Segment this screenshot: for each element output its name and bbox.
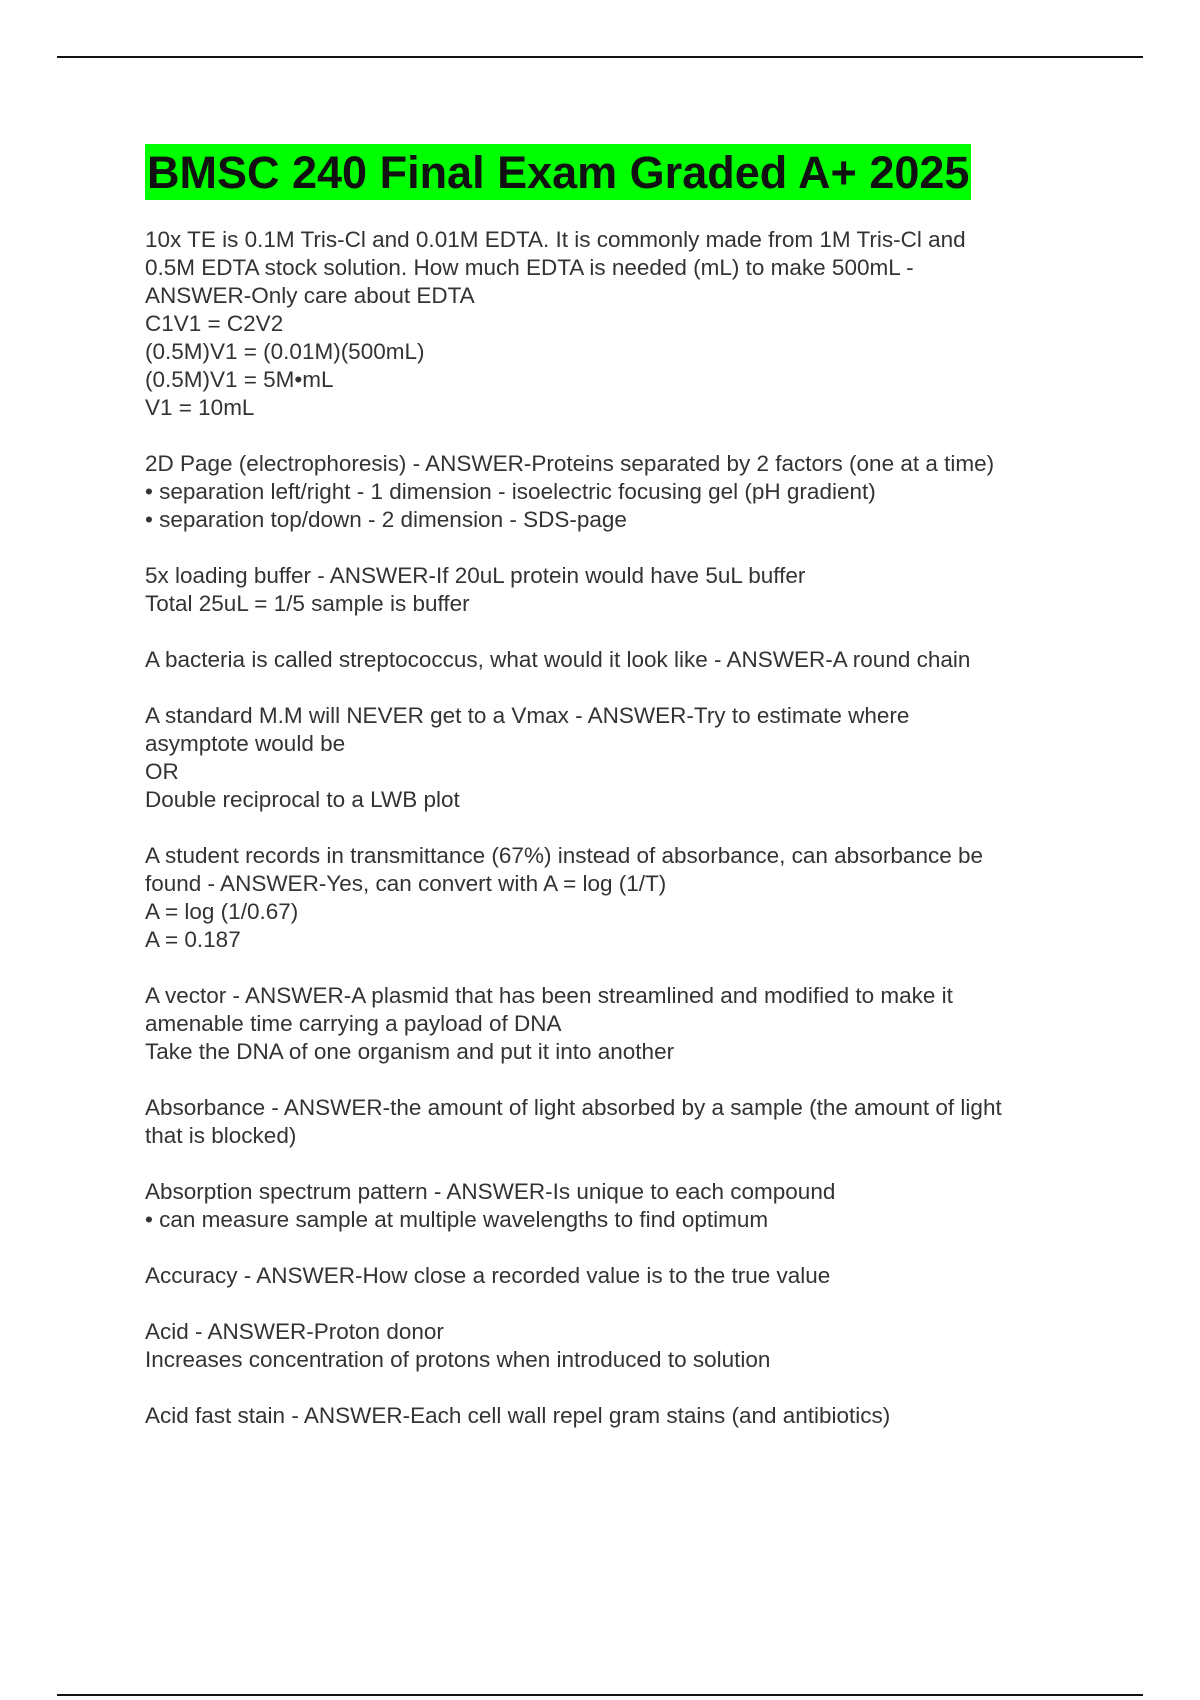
qa-entry	[145, 1402, 1085, 1430]
qa-line: A bacteria is called streptococcus, what would it look like - ANSWER-A round chain	[145, 647, 971, 672]
page-content	[145, 144, 1085, 1458]
qa-line: Take the DNA of one organism and put it into another	[145, 1039, 675, 1064]
qa-line: A student records in transmittance (67%) instead of absorbance, can absorbance be	[145, 843, 983, 868]
qa-line: Double reciprocal to a LWB plot	[145, 787, 460, 812]
qa-entry	[145, 1262, 1085, 1290]
qa-line: Acid fast stain - ANSWER-Each cell wall repel gram stains (and antibiotics)	[145, 1403, 891, 1428]
qa-line: Acid - ANSWER-Proton donor	[145, 1319, 444, 1344]
qa-list	[145, 226, 1085, 1430]
qa-line: (0.5M)V1 = (0.01M)(500mL)	[145, 339, 425, 364]
qa-line: (0.5M)V1 = 5M•mL	[145, 367, 334, 392]
qa-line: that is blocked)	[145, 1123, 297, 1148]
qa-line: asymptote would be	[145, 731, 346, 756]
qa-line: amenable time carrying a payload of DNA	[145, 1011, 562, 1036]
qa-line: Total 25uL = 1/5 sample is buffer	[145, 591, 470, 616]
qa-line: 5x loading buffer - ANSWER-If 20uL protein would have 5uL buffer	[145, 563, 806, 588]
qa-line: A = 0.187	[145, 927, 241, 952]
qa-line: Absorption spectrum pattern - ANSWER-Is unique to each compound	[145, 1179, 836, 1204]
qa-entry	[145, 702, 1085, 814]
qa-line: Increases concentration of protons when introduced to solution	[145, 1347, 771, 1372]
qa-line: 10x TE is 0.1M Tris-Cl and 0.01M EDTA. It is commonly made from 1M Tris-Cl and	[145, 227, 966, 252]
qa-line: • separation left/right - 1 dimension - isoelectric focusing gel (pH gradient)	[145, 479, 876, 504]
qa-entry	[145, 1178, 1085, 1234]
qa-line: 0.5M EDTA stock solution. How much EDTA is needed (mL) to make 500mL -	[145, 255, 914, 280]
qa-line: C1V1 = C2V2	[145, 311, 284, 336]
qa-line: • can measure sample at multiple wavelengths to find optimum	[145, 1207, 769, 1232]
qa-line: A vector - ANSWER-A plasmid that has been streamlined and modified to make it	[145, 983, 953, 1008]
qa-entry	[145, 1094, 1085, 1150]
qa-line: Absorbance - ANSWER-the amount of light absorbed by a sample (the amount of light	[145, 1095, 1002, 1120]
qa-entry	[145, 450, 1085, 534]
qa-line: OR	[145, 759, 179, 784]
qa-entry	[145, 646, 1085, 674]
document-title: BMSC 240 Final Exam Graded A+ 2025	[145, 144, 971, 200]
qa-line: A = log (1/0.67)	[145, 899, 299, 924]
qa-entry	[145, 562, 1085, 618]
qa-line: V1 = 10mL	[145, 395, 255, 420]
qa-entry	[145, 842, 1085, 954]
qa-line: ANSWER-Only care about EDTA	[145, 283, 475, 308]
qa-line: • separation top/down - 2 dimension - SDS-page	[145, 507, 627, 532]
qa-line: 2D Page (electrophoresis) - ANSWER-Proteins separated by 2 factors (one at a time)	[145, 451, 995, 476]
qa-line: A standard M.M will NEVER get to a Vmax - ANSWER-Try to estimate where	[145, 703, 910, 728]
qa-line: Accuracy - ANSWER-How close a recorded value is to the true value	[145, 1263, 831, 1288]
qa-entry	[145, 226, 1085, 422]
qa-line: found - ANSWER-Yes, can convert with A = log (1/T)	[145, 871, 667, 896]
header-rule	[57, 56, 1143, 58]
qa-entry	[145, 1318, 1085, 1374]
footer-rule	[57, 1694, 1143, 1696]
qa-entry	[145, 982, 1085, 1066]
